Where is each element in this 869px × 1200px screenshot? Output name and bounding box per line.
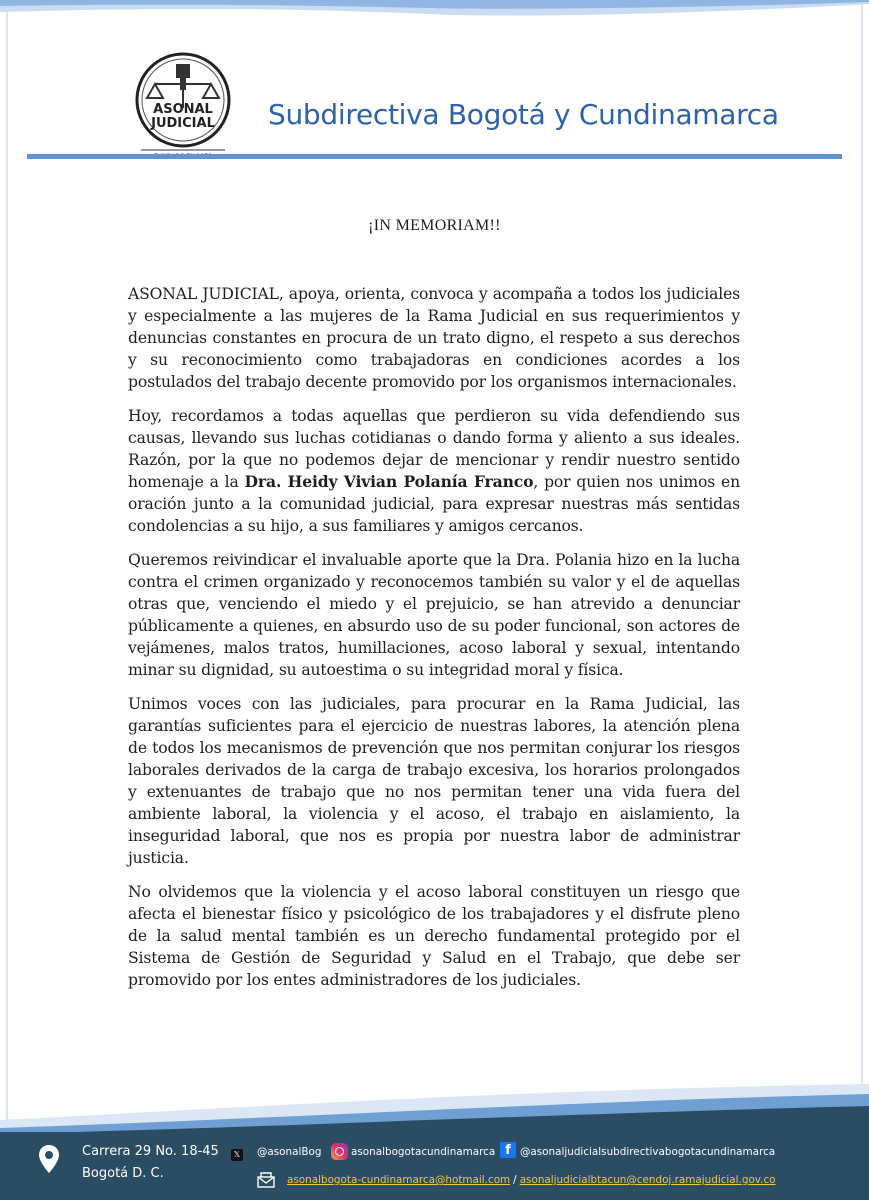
footer (0, 1132, 869, 1200)
address-line-1: Carrera 29 No. 18-45 (82, 1144, 219, 1159)
facebook-icon[interactable]: f (500, 1142, 516, 1158)
document-body (128, 283, 740, 1003)
paragraph-5: No olvidemos que la violencia y el acoso laboral constituyen un riesgo que afecta el bienestar físico y psicológico de los trabajadores y el disfrute pleno de la salud mental también es un derecho fundamental protegido por el Sistema de Gestión de Seguridad y Salud en el Trabajo, que debe ser promovido por los entes administradores de los judiciales. (128, 883, 740, 989)
paragraph-3: Queremos reivindicar el invaluable aporte que la Dra. Polania hizo en la lucha contra el crimen organizado y reconocemos también su valor y el de aquellas otras que, venciendo el miedo y el prejuicio, se han atrevido a denunciar públicamente a quienes, en absurdo uso de su poder funcional, son actores de vejámenes, malos tratos, humillaciones, acoso laboral y sexual, intentando minar su dignidad, su autoestima o su integridad moral y física. (128, 551, 740, 679)
twitter-handle[interactable]: @asonalBog (257, 1146, 322, 1158)
email-separator: / (513, 1174, 517, 1186)
asonal-logo (133, 50, 233, 162)
top-wave-decoration (0, 0, 869, 22)
bottom-wave-decoration (0, 1080, 869, 1140)
facebook-handle[interactable]: @asonaljudicialsubdirectivabogotacundinamarca (520, 1146, 776, 1158)
paragraph-4: Unimos voces con las judiciales, para procurar en la Rama Judicial, las garantías suficientes para el ejercicio de nuestras labores, la atención plena de todos los mecanismos de prevención que nos permitan conjurar los riesgos laborales derivados de la carga de trabajo excesiva, los horarios prolongados y extenuantes de trabajo que no nos permitan tener una vida fuera del ambiente laboral, la violencia y el acoso, el trabajo en aislamiento, la inseguridad laboral, que nos es propia por nuestra labor de administrar justicia. (128, 695, 740, 867)
address-line-2: Bogotá D. C. (82, 1166, 164, 1181)
honoree-name: Dra. Heidy Vivian Polanía Franco (244, 472, 534, 491)
location-pin-icon (38, 1144, 60, 1174)
email-link-2[interactable]: asonaljudicialbtacun@cendoj.ramajudicial.gov.co (519, 1174, 776, 1186)
left-frame-line (6, 0, 8, 1200)
logo-line2: JUDICIAL (151, 116, 215, 131)
instagram-icon[interactable] (331, 1143, 348, 1160)
instagram-handle[interactable]: asonalbogotacundinamarca (351, 1146, 496, 1158)
right-frame-line (861, 0, 863, 1200)
header-rule (27, 154, 842, 159)
document-title: ¡IN MEMORIAM!! (368, 217, 501, 234)
x-twitter-icon[interactable]: 𝕏 (231, 1149, 243, 1161)
paragraph-1: ASONAL JUDICIAL, apoya, orienta, convoca y acompaña a todos los judiciales y especialmente a las mujeres de la Rama Judicial en sus requerimientos y denuncias constantes en procura de un trato digno, el respeto a sus derechos y su reconocimiento como trabajadoras en condiciones acordes a los postulados del trabajo decente promovido por los organismos internacionales. (128, 285, 740, 391)
logo-line1: ASONAL (153, 102, 213, 117)
address (82, 1141, 219, 1185)
email-row (287, 1174, 776, 1186)
paragraph-2: Hoy, recordamos a todas aquellas que perdieron su vida defendiendo sus causas, llevando sus luchas cotidianas o dando forma y aliento a sus ideales. Razón, por la que no podemos dejar de mencionar y rendir nuestro sentido homenaje a la Dra. Heidy Vivian Polanía Franco, por quien nos unimos en oración junto a la comunidad judicial, para expresar nuestras más sentidas condolencias a su hijo, a sus familiares y amigos cercanos. (128, 407, 741, 535)
email-link-1[interactable]: asonalbogota-cundinamarca@hotmail.com (287, 1174, 511, 1186)
mail-icon (257, 1172, 275, 1188)
subdirectiva-title: Subdirectiva Bogotá y Cundinamarca (268, 98, 779, 131)
